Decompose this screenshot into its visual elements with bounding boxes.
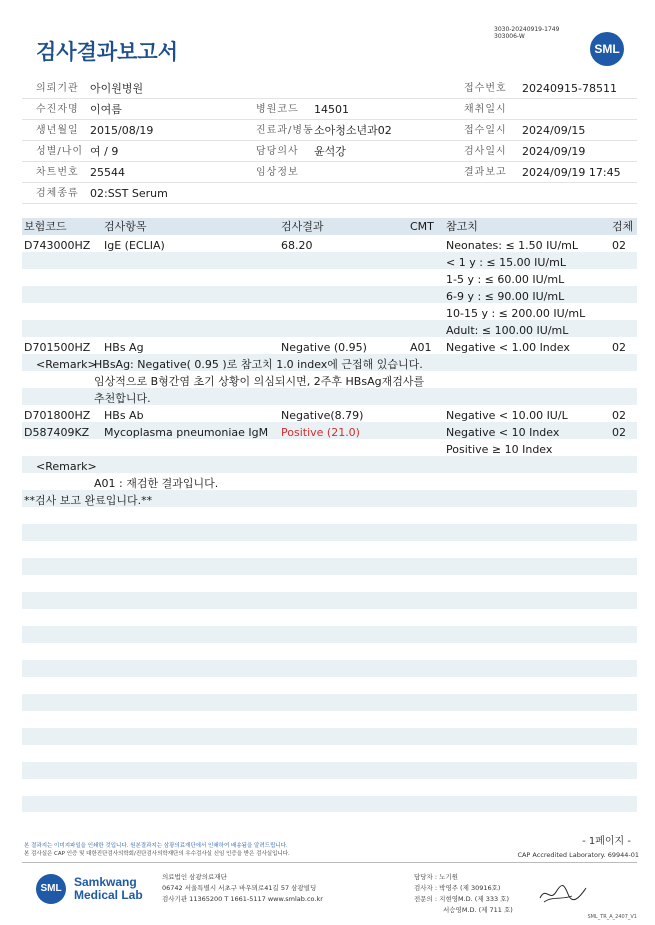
reference-range: 1-5 y : ≤ 60.00 IU/mL xyxy=(446,273,565,286)
insurance-code: D743000HZ xyxy=(24,239,91,252)
table-row xyxy=(22,407,637,424)
specimen-code: 02 xyxy=(612,426,626,439)
insurance-code: D701800HZ xyxy=(24,409,91,422)
info-label: 접수일시 xyxy=(464,125,507,136)
reference-range: Neonates: ≤ 1.50 IU/mL xyxy=(446,239,578,252)
info-label: 의뢰기관 xyxy=(36,83,79,94)
reference-range: 10-15 y : ≤ 200.00 IU/mL xyxy=(446,307,586,320)
staff-list: 담당자 : 노기원 검사자 : 박영주 (제 30916호) 전문의 : 지현영M.D. (제 333 호) 서승영M.D. (제 711 호) xyxy=(414,873,513,914)
footnote: 본 결과지는 이미지파일을 인쇄한 것입니다. 원본결과지는 삼광의료재단에서 인쇄하여 배송됨을 알려드립니다. 본 검사실은 CAP 인증 및 대한진단검사의학회/진단검사의학재단의 우수검사실 신임 인증을 받은 검사실입니다. xyxy=(24,843,290,857)
specimen-code: 02 xyxy=(612,239,626,252)
remark-text: A01 : 재검한 결과입니다. xyxy=(94,477,219,490)
info-value: 이여름 xyxy=(90,103,122,116)
info-label: 성별/나이 xyxy=(36,146,84,157)
info-label: 담당의사 xyxy=(256,146,299,157)
test-name: HBs Ag xyxy=(104,341,144,354)
table-row xyxy=(22,339,637,356)
test-name: HBs Ab xyxy=(104,409,144,422)
info-label: 진료과/병동 xyxy=(256,125,314,136)
info-label: 임상정보 xyxy=(256,167,299,178)
col-insurance-code: 보험코드 xyxy=(24,220,67,233)
remark-row xyxy=(22,373,637,390)
remark-label: <Remark> xyxy=(36,460,97,473)
info-value: 여 / 9 xyxy=(90,145,119,158)
info-value: 2015/08/19 xyxy=(90,124,154,137)
reference-range: Positive ≥ 10 Index xyxy=(446,443,553,456)
remark-label: <Remark> xyxy=(36,358,97,371)
info-label: 생년월일 xyxy=(36,125,79,136)
col-cmt: CMT xyxy=(410,220,434,233)
remark-row xyxy=(22,356,637,373)
remark-text: 추천합니다. xyxy=(94,392,151,405)
report-title: 검사결과보고서 xyxy=(36,40,179,64)
info-value: 소아청소년과02 xyxy=(314,124,392,137)
footer-sml-logo: SML xyxy=(36,874,66,904)
table-row xyxy=(22,305,637,322)
footer-divider xyxy=(22,862,637,863)
info-value: 25544 xyxy=(90,166,125,179)
info-row xyxy=(22,78,637,99)
info-value: 아이원병원 xyxy=(90,82,144,95)
col-result: 검사결과 xyxy=(281,220,324,233)
info-label: 병원코드 xyxy=(256,104,299,115)
sml-logo: SML xyxy=(590,32,624,66)
info-row xyxy=(22,99,637,120)
page-number: - 1페이지 - xyxy=(582,836,631,847)
insurance-code: D587409KZ xyxy=(24,426,90,439)
remark-row xyxy=(22,458,637,475)
report-complete-row xyxy=(22,492,637,509)
info-value: 윤석강 xyxy=(314,145,346,158)
info-row xyxy=(22,183,637,204)
table-row xyxy=(22,441,637,458)
table-row xyxy=(22,271,637,288)
info-value: 20240915-78511 xyxy=(522,82,617,95)
patient-info-table xyxy=(22,78,637,204)
signature-icon xyxy=(538,880,588,906)
table-row xyxy=(22,254,637,271)
info-label: 차트번호 xyxy=(36,167,79,178)
info-value: 2024/09/19 17:45 xyxy=(522,166,621,179)
col-test-name: 검사항목 xyxy=(104,220,147,233)
reference-range: Negative < 10 Index xyxy=(446,426,560,439)
info-label: 결과보고 xyxy=(464,167,507,178)
info-row xyxy=(22,120,637,141)
test-name: IgE (ECLIA) xyxy=(104,239,165,252)
document-code: 3030-20240919-1749 303006-W xyxy=(494,26,560,40)
insurance-code: D701500HZ xyxy=(24,341,91,354)
col-specimen: 검체 xyxy=(612,220,634,233)
reference-range: 6-9 y : ≤ 90.00 IU/mL xyxy=(446,290,565,303)
form-code: SML_TR_A_2407_V1 xyxy=(587,914,637,920)
info-label: 채취일시 xyxy=(464,104,507,115)
test-result: Negative (0.95) xyxy=(281,341,367,354)
cmt-code: A01 xyxy=(410,341,432,354)
report-complete-text: **검사 보고 완료입니다.** xyxy=(24,494,153,507)
info-label: 검체종류 xyxy=(36,188,79,199)
reference-range: Negative < 10.00 IU/L xyxy=(446,409,568,422)
brand-name: Samkwang Medical Lab xyxy=(74,875,143,902)
specimen-code: 02 xyxy=(612,409,626,422)
table-row xyxy=(22,288,637,305)
reference-range: Negative < 1.00 Index xyxy=(446,341,570,354)
reference-range: < 1 y : ≤ 15.00 IU/mL xyxy=(446,256,566,269)
cap-accreditation: CAP Accredited Laboratory. 69944-01 xyxy=(517,851,639,859)
info-value: 02:SST Serum xyxy=(90,187,168,200)
table-row xyxy=(22,424,637,441)
table-row xyxy=(22,322,637,339)
test-name: Mycoplasma pneumoniae IgM xyxy=(104,426,269,439)
remark-text: HBsAg: Negative( 0.95 )로 참고치 1.0 index에 근접해 있습니다. xyxy=(94,358,423,371)
lab-address: 의료법인 삼광의료재단 06742 서울특별시 서초구 바우뫼로41길 57 삼광빌딩 검사기관 11365200 T 1661-5117 www.smlab.co.kr xyxy=(162,873,323,903)
remark-row xyxy=(22,390,637,407)
test-result: Negative(8.79) xyxy=(281,409,364,422)
test-result: 68.20 xyxy=(281,239,313,252)
specimen-code: 02 xyxy=(612,341,626,354)
info-label: 수진자명 xyxy=(36,104,79,115)
info-value: 2024/09/19 xyxy=(522,145,586,158)
col-reference: 참고치 xyxy=(446,220,478,233)
remark-row xyxy=(22,475,637,492)
remark-text: 임상적으로 B형간염 초기 상황이 의심되시면, 2주후 HBsAg재검사를 xyxy=(94,375,425,388)
info-label: 접수번호 xyxy=(464,83,507,94)
reference-range: Adult: ≤ 100.00 IU/mL xyxy=(446,324,569,337)
results-table-body xyxy=(22,237,637,509)
info-value: 14501 xyxy=(314,103,349,116)
info-value: 2024/09/15 xyxy=(522,124,586,137)
info-row xyxy=(22,162,637,183)
test-result: Positive (21.0) xyxy=(281,426,360,439)
results-table-header xyxy=(22,218,637,235)
table-row xyxy=(22,237,637,254)
info-label: 검사일시 xyxy=(464,146,507,157)
info-row xyxy=(22,141,637,162)
